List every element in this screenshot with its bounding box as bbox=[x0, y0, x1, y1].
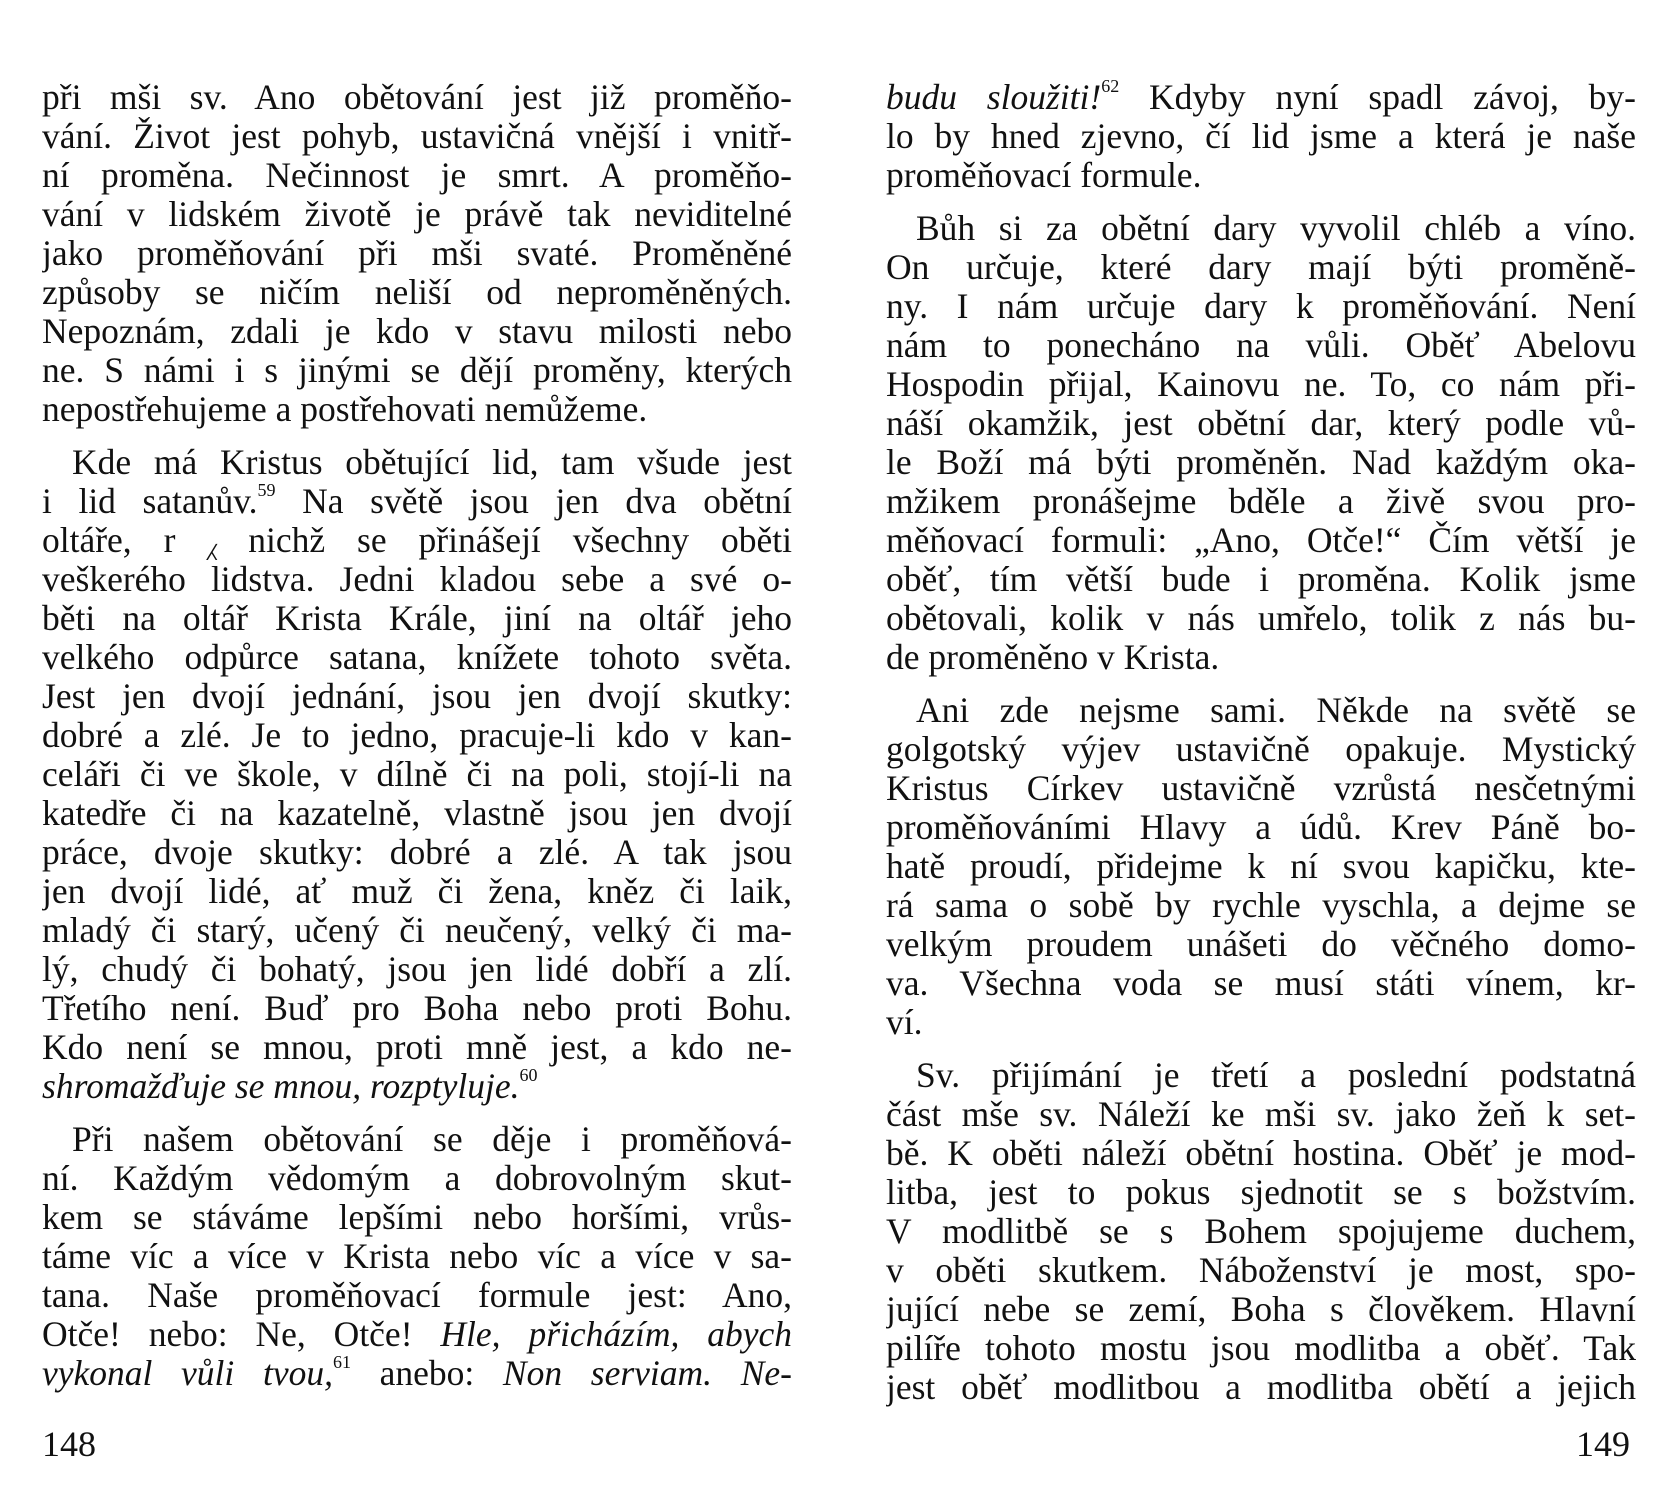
text-line bbox=[42, 482, 792, 521]
text-line: Kde má Kristus obětující lid, tam všude jest bbox=[72, 443, 792, 482]
text-line bbox=[42, 1315, 792, 1354]
text-line: litba, jest to pokus sjednotit se s božstvím. bbox=[886, 1173, 1636, 1212]
text-segment: i lid satanův. bbox=[42, 482, 258, 521]
text-line: katedře či na kazatelně, vlastně jsou jen dvojí bbox=[42, 794, 792, 833]
text-line: běti na oltář Krista Krále, jiní na oltář jeho bbox=[42, 599, 792, 638]
text-line: On určuje, které dary mají býti proměně- bbox=[886, 248, 1636, 287]
text-line: hatě proudí, přidejme k ní svou kapičku, kte- bbox=[886, 847, 1636, 886]
text-line: ne. S námi i s jinými se dějí proměny, kterých bbox=[42, 351, 792, 390]
text-line: nepostřehujeme a postřehovati nemůžeme. bbox=[42, 390, 648, 429]
text-segment: Kdyby nyní spadl závoj, by- bbox=[1119, 78, 1636, 117]
text-line: v oběti skutkem. Náboženství je most, spo- bbox=[886, 1251, 1636, 1290]
text-line: oběť, tím větší bude i proměna. Kolik jsme bbox=[886, 560, 1636, 599]
text-line: de proměněno v Krista. bbox=[886, 638, 1220, 677]
text-segment-italic: Non serviam. Ne- bbox=[502, 1354, 792, 1393]
text-line: měňovací formuli: „Ano, Otče!“ Čím větší je bbox=[886, 521, 1636, 560]
text-line: kem se stáváme lepšími nebo horšími, vrůs- bbox=[42, 1198, 792, 1237]
text-line: veškerého lidstva. Jedni kladou sebe a své o- bbox=[42, 560, 792, 599]
text-line: rá sama o sobě by rychle vyschla, a dejme se bbox=[886, 886, 1636, 925]
text-line: velkým proudem unášeti do věčného domo- bbox=[886, 925, 1636, 964]
footnote-marker: 62 bbox=[1101, 78, 1120, 97]
text-line: Třetího není. Buď pro Boha nebo proti Bohu. bbox=[42, 989, 792, 1028]
text-line: Sv. přijímání je třetí a poslední podstatná bbox=[916, 1056, 1636, 1095]
text-line bbox=[886, 78, 1636, 117]
text-line bbox=[42, 1067, 792, 1106]
text-line: ví. bbox=[886, 1003, 923, 1042]
text-line: nám to ponecháno na vůli. Oběť Abelovu bbox=[886, 326, 1636, 365]
text-line: V modlitbě se s Bohem spojujeme duchem, bbox=[886, 1212, 1636, 1251]
text-line: ny. I nám určuje dary k proměňování. Není bbox=[886, 287, 1636, 326]
text-line: proměňovací formule. bbox=[886, 156, 1202, 195]
text-segment: Na světě jsou jen dva obětní bbox=[275, 482, 792, 521]
text-line: jující nebe se zemí, Boha s člověkem. Hlavní bbox=[886, 1290, 1636, 1329]
text-segment-italic: shromažďuje se mnou, rozptyluje. bbox=[42, 1067, 520, 1106]
text-line: Nepoznám, zdali je kdo v stavu milosti nebo bbox=[42, 312, 792, 351]
text-line: Při našem obětování se děje i proměňová- bbox=[72, 1120, 792, 1159]
text-line: tana. Naše proměňovací formule jest: Ano, bbox=[42, 1276, 792, 1315]
text-line: va. Všechna voda se musí státi vínem, kr- bbox=[886, 964, 1636, 1003]
text-line: dobré a zlé. Je to jedno, pracuje-li kdo v kan- bbox=[42, 716, 792, 755]
text-line: pilíře tohoto mostu jsou modlitba a oběť. Tak bbox=[886, 1329, 1636, 1368]
text-line: táme víc a více v Krista nebo víc a více v sa- bbox=[42, 1237, 792, 1276]
text-line: Hospodin přijal, Kainovu ne. To, co nám při- bbox=[886, 365, 1636, 404]
text-line: lý, chudý či bohatý, jsou jen lidé dobří a zlí. bbox=[42, 950, 792, 989]
footnote-marker: 60 bbox=[519, 1067, 538, 1086]
text-line: lo by hned zjevno, čí lid jsme a která je naše bbox=[886, 117, 1636, 156]
text-line-italic: Kdo není se mnou, proti mně jest, a kdo ne- bbox=[42, 1028, 792, 1067]
text-line: práce, dvoje skutky: dobré a zlé. A tak jsou bbox=[42, 833, 792, 872]
text-segment-italic: vykonal vůli tvou, bbox=[42, 1354, 333, 1393]
text-line: celáři či ve škole, v dílně či na poli, stojí-li na bbox=[42, 755, 792, 794]
footnote-marker: 59 bbox=[257, 482, 276, 501]
page-number: 149 bbox=[1576, 1424, 1630, 1464]
text-line: ní. Každým vědomým a dobrovolným skut- bbox=[42, 1159, 792, 1198]
text-line: mladý či starý, učený či neučený, velký či ma- bbox=[42, 911, 792, 950]
text-line: Ani zde nejsme sami. Někde na světě se bbox=[916, 691, 1636, 730]
footnote-marker: 61 bbox=[332, 1354, 351, 1373]
text-line: obětovali, kolik v nás umřelo, tolik z nás bu- bbox=[886, 599, 1636, 638]
text-segment-italic: Hle, přicházím, abych bbox=[440, 1315, 792, 1354]
text-line: Bůh si za obětní dary vyvolil chléb a víno. bbox=[916, 209, 1636, 248]
text-line: způsoby se ničím neliší od neproměněných. bbox=[42, 273, 792, 312]
text-line: proměňováními Hlavy a údů. Krev Páně bo- bbox=[886, 808, 1636, 847]
text-segment: Otče! nebo: Ne, Otče! bbox=[42, 1315, 441, 1354]
text-line: jen dvojí lidé, ať muž či žena, kněz či laik, bbox=[42, 872, 792, 911]
text-line: část mše sv. Náleží ke mši sv. jako žeň k set- bbox=[886, 1095, 1636, 1134]
text-line: jako proměňování při mši svaté. Proměněné bbox=[42, 234, 792, 273]
text-line bbox=[42, 1354, 792, 1393]
text-line: náší okamžik, jest obětní dar, který podle vů- bbox=[886, 404, 1636, 443]
text-segment: anebo: bbox=[350, 1354, 503, 1393]
page-number: 148 bbox=[42, 1424, 96, 1464]
text-line: le Boží má býti proměněn. Nad každým oka- bbox=[886, 443, 1636, 482]
text-line: oltáře, r ⁁ nichž se přinášejí všechny oběti bbox=[42, 521, 792, 560]
text-line: při mši sv. Ano obětování jest již proměňo- bbox=[42, 78, 792, 117]
text-line: ní proměna. Nečinnost je smrt. A proměňo- bbox=[42, 156, 792, 195]
text-line: mžikem pronášejme bděle a živě svou pro- bbox=[886, 482, 1636, 521]
text-line: velkého odpůrce satana, knížete tohoto světa. bbox=[42, 638, 792, 677]
text-line: Kristus Církev ustavičně vzrůstá nesčetnými bbox=[886, 769, 1636, 808]
left-text-column bbox=[42, 78, 792, 1393]
text-line: jest oběť modlitbou a modlitba obětí a jejich bbox=[886, 1368, 1636, 1407]
text-line: vání v lidském životě je právě tak neviditelné bbox=[42, 195, 792, 234]
text-line: Jest jen dvojí jednání, jsou jen dvojí skutky: bbox=[42, 677, 792, 716]
right-text-column bbox=[886, 78, 1636, 1407]
text-line: bě. K oběti náleží obětní hostina. Oběť je mod- bbox=[886, 1134, 1636, 1173]
right-page bbox=[836, 0, 1672, 1501]
text-segment-italic: budu sloužiti! bbox=[886, 78, 1102, 117]
text-line: golgotský výjev ustavičně opakuje. Mystický bbox=[886, 730, 1636, 769]
text-line: vání. Život jest pohyb, ustavičná vnější i vnitř- bbox=[42, 117, 792, 156]
